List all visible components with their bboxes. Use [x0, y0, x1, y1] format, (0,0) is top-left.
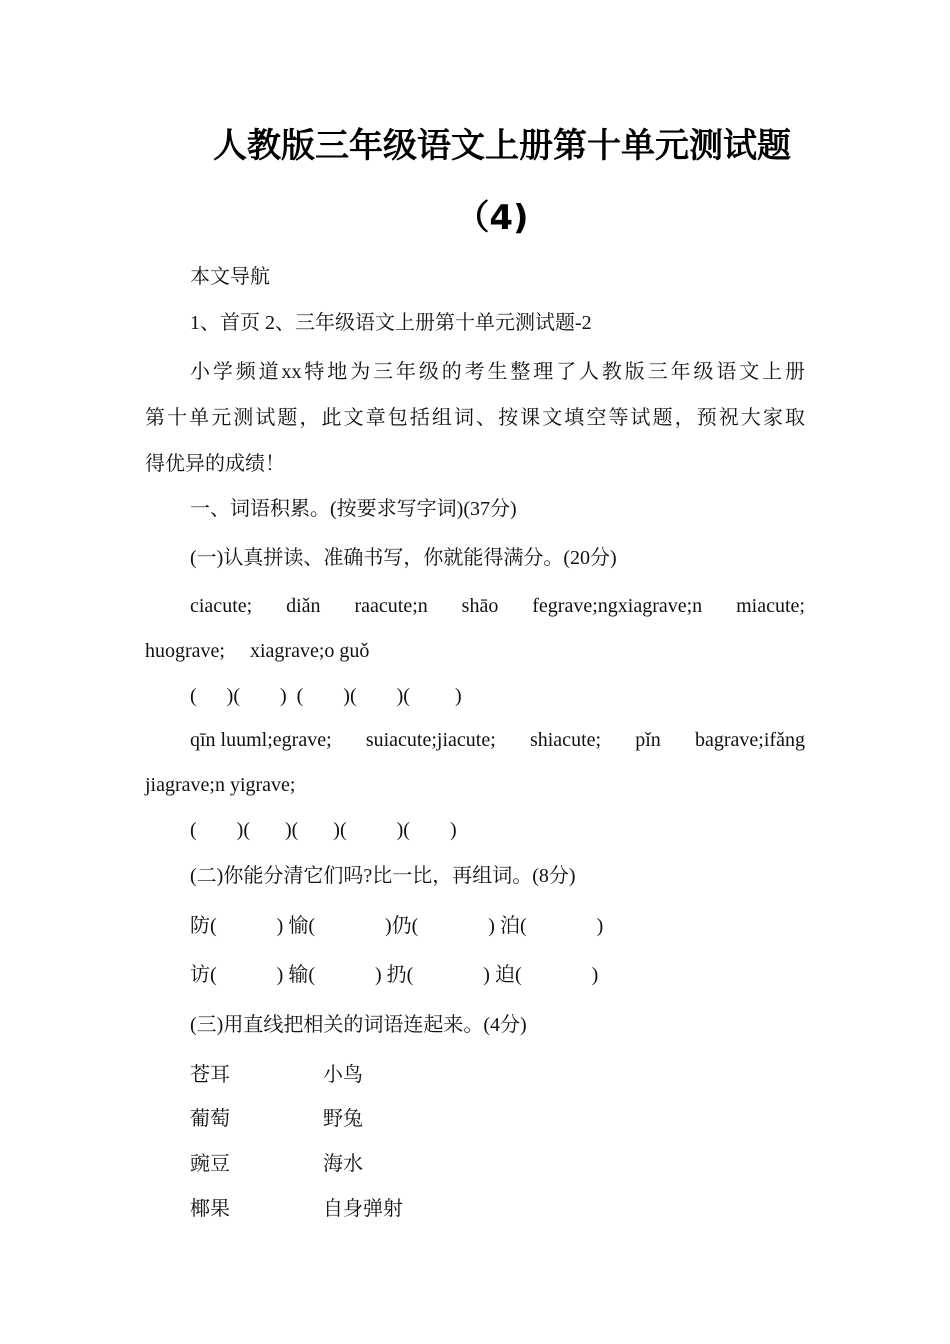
pinyin-item: shiacute; — [529, 729, 602, 751]
match-left-item[interactable]: 苍耳 — [190, 1064, 230, 1086]
answer-blanks-row-2[interactable]: ( )( )( )( )( ) — [190, 819, 457, 841]
section-1-heading: 一、词语积累。(按要求写字词)(37分) — [190, 498, 517, 520]
compare-row-2[interactable]: 访( ) 输( ) 扔( ) 迫( ) — [190, 964, 599, 986]
pinyin-row-2-continued: jiagrave;n yigrave; — [145, 774, 296, 796]
match-right-item[interactable]: 野兔 — [323, 1108, 363, 1130]
pinyin-row-1-continued: huograve; xiagrave;o guǒ — [145, 640, 370, 662]
intro-line-3: 得优异的成绩！ — [145, 453, 285, 475]
pinyin-item: suiacute;jiacute; — [365, 729, 496, 751]
match-left-item[interactable]: 椰果 — [190, 1198, 230, 1220]
match-left-item[interactable]: 豌豆 — [190, 1153, 230, 1175]
nav-links[interactable]: 1、首页 2、三年级语文上册第十单元测试题-2 — [190, 312, 592, 334]
pinyin-item: bagrave;ifǎng — [695, 729, 805, 751]
match-left-item[interactable]: 葡萄 — [190, 1108, 230, 1130]
pinyin-row-1 — [190, 593, 805, 619]
intro-line-2: 第十单元测试题，此文章包括组词、按课文填空等试题，预祝大家取 — [145, 407, 805, 429]
pinyin-item: diǎn — [286, 595, 321, 617]
nav-label: 本文导航 — [190, 266, 270, 288]
pinyin-item: raacute;n — [354, 595, 428, 617]
match-right-item[interactable]: 小鸟 — [323, 1064, 363, 1086]
document-title-number: （4) — [455, 198, 529, 238]
pinyin-item: fegrave;ngxiagrave;n — [532, 595, 703, 617]
subsection-3-heading: (三)用直线把相关的词语连起来。(4分) — [190, 1014, 527, 1036]
answer-blanks-row-1[interactable]: ( )( ) ( )( )( ) — [190, 685, 462, 707]
subsection-1-heading: (一)认真拼读、准确书写，你就能得满分。(20分) — [190, 547, 617, 569]
pinyin-item: qīn luuml;egrave; — [190, 729, 332, 751]
intro-line-1: 小学频道xx特地为三年级的考生整理了人教版三年级语文上册 — [190, 361, 805, 383]
pinyin-row-2 — [190, 727, 805, 753]
document-title: 人教版三年级语文上册第十单元测试题 — [213, 126, 791, 166]
pinyin-item: shāo — [461, 595, 499, 617]
compare-row-1[interactable]: 防( ) 愉( )仍( ) 泊( ) — [190, 915, 604, 937]
pinyin-item: ciacute; — [190, 595, 253, 617]
match-right-item[interactable]: 海水 — [323, 1153, 363, 1175]
pinyin-item: miacute; — [736, 595, 805, 617]
subsection-2-heading: (二)你能分清它们吗?比一比，再组词。(8分) — [190, 865, 576, 887]
pinyin-item: pǐn — [635, 729, 661, 751]
match-right-item[interactable]: 自身弹射 — [323, 1198, 403, 1220]
